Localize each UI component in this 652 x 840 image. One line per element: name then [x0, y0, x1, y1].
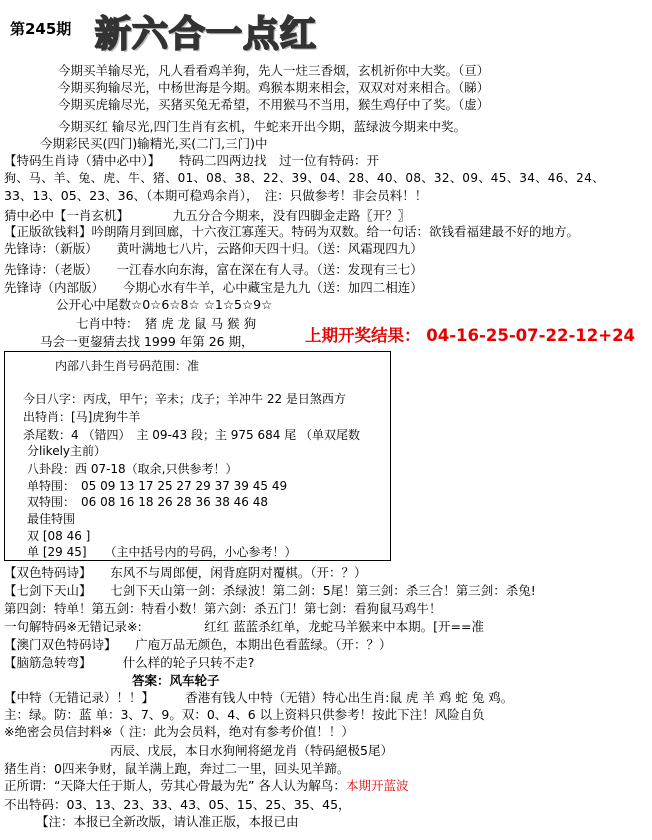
- zhengjie-text: 正所谓：“天降大任于斯人，劳其心骨最为先” 各人认为解鸟：: [4, 778, 346, 793]
- public-center-tail: 公开心中尾数☆0☆6☆8☆ ☆1☆5☆9☆: [56, 297, 273, 312]
- zhengjie-line: [4, 778, 408, 793]
- riddle: 【脑筋急转弯】 什么样的轮子只转不走?: [4, 655, 255, 670]
- issue-number: 第245期: [10, 20, 72, 38]
- seven-zodiac-special: 七肖中特： 猪 虎 龙 鼠 马 猴 狗: [76, 316, 257, 331]
- special-code-line-3: 33、13、05、23、36、（本期可稳鸡余肖）， 注：只做参考！非会员料！！: [4, 188, 428, 203]
- box-bagua: 八卦段：西 07-18（取余,只供参考！）: [27, 462, 238, 476]
- macau-poem: 【澳门双色特码诗】 广庖万品无颜色，本期出色看蓝绿。（开：？）: [4, 637, 392, 652]
- member-envelope-line: ※绝密会员信封料※（ 注：此为会员料，绝对有参考价值！！）: [4, 724, 354, 739]
- newspaper-logo: [95, 6, 375, 55]
- intro-line-1: 今期买羊输尽光，凡人看看鸡羊狗，先人一炷三香烟，玄机祈你中大奖。（亘）: [58, 63, 490, 78]
- riddle-answer: 答案：风车轮子: [132, 673, 220, 688]
- box-best: 最佳特围: [27, 512, 76, 526]
- special-code-line-1: 【特码生肖诗（猜中必中）】 特码二四两边找 过一位有特码：开: [4, 153, 380, 168]
- double-color-poem: 【双色特码诗】 东风不与周郎便，闲背庭阴对覆棋。（开：？）: [4, 565, 367, 580]
- box-double-pick: 双 [08 46 ]: [27, 529, 91, 543]
- intro-line-3: 今期买虎输尽光，买猪买兔无希望，不用猴马不当用，猴生鸡仔中了奖。（虚）: [58, 97, 490, 112]
- poem-new: 先锋诗：（新版） 黄叶满地七八片，云路仰天四十归。（送：风霜现四九）: [4, 241, 423, 256]
- box-title: 内部八卦生肖号码范围：准: [55, 359, 200, 373]
- zhengban-line: 【正版欲钱料】吟朗隋月到回廊，十六夜江寡莲天。特码为双数。给一句话：欲钱看福建最不好的地方。: [4, 224, 580, 239]
- last-draw-result: 上期开奖结果： 04-16-25-07-22-12+24: [305, 326, 636, 345]
- zhongte-line: 【中特（无错记录）！！】 香港有钱人中特（无错）特心出生肖:鼠 虎 羊 鸡 蛇 兔 鸡。: [4, 690, 514, 705]
- pig-zodiac-line: 猪生肖：0四来争财，鼠羊满上跑，奔过二一里，回头见羊蹄。: [4, 761, 350, 776]
- box-single-pick: 单 [29 45] （主中括号内的号码，小心参考！）: [27, 545, 297, 559]
- seven-swords-2: 第四剑：特单！第五剑：特看小数！第六剑：杀五门！第七剑：看狗鼠马鸡牛！: [4, 601, 442, 616]
- box-out-zodiac: 出特肖：[马]虎狗牛羊: [23, 410, 141, 424]
- box-single-range: 单特围： 05 09 13 17 25 27 29 37 39 45 49: [27, 479, 288, 493]
- box-bazi: 今日八字：丙戌，甲午；辛未；戊子；羊冲牛 22 是日煞西方: [23, 392, 346, 406]
- horse-club-line: 马会一更鋆猜去找 1999 年第 26 期，: [40, 334, 254, 349]
- one-sentence-code: 一句解特码※无错记录※: 红红 蓝蓝杀红单，龙蛇马羊猴来中本期。[开==准: [4, 619, 484, 634]
- box-double-range: 双特围： 06 08 16 18 26 28 36 38 46 48: [27, 495, 269, 509]
- bingchen-line: 丙辰、戊辰，本日水狗闸将絕龙肖（特码絕极5尾）: [110, 743, 393, 758]
- zhengjie-red-text: 本期开蓝波: [345, 778, 409, 793]
- not-out-codes: 不出特码：03、13、23、33、43、05、15、25、35、45，: [4, 797, 351, 812]
- zodiac-hint-line: 猜中必中【一肖玄机】 九五分合今期来，没有四脚金走路〖开？〗: [4, 208, 411, 223]
- special-code-line-2: 狗、马、羊、兔、虎、牛、猪、01、08、38、22、39、04、28、40、08、32、09、45、34、46、24、: [4, 171, 605, 185]
- logo-text: 新六合一点红: [95, 14, 318, 55]
- poem-old: 先锋诗：（老版） 一江春水向东海，富在深在有人寻。（送：发现有三七）: [4, 262, 423, 277]
- seven-swords-1: 【七剑下天山】 七剑下天山第一剑：杀绿波！第二剑：5尾！第三剑：杀三合！第三剑：杀兔!: [4, 583, 536, 598]
- footer-note: 【注：本报已全新改版，请认准正版，本报已由: [36, 814, 299, 829]
- intro-line-2: 今期买狗输尽光，中杨世海是今期。鸡猴本期来相会，双双对对来相合。（睇）: [58, 80, 490, 95]
- poem-inner: 先锋诗（内部版） 今期心水有牛羊，心中藏宝是九九（送：加四二相连）: [4, 280, 423, 295]
- box-kill-tail-2: 分likely主前）: [27, 444, 107, 458]
- box-kill-tail: 杀尾数：4 （错四） 主 09-43 段；主 975 684 尾 （单双尾数: [23, 428, 361, 442]
- bagua-box: [4, 351, 391, 561]
- main-color-line: 主：绿。防：蓝 单：3、7、9。双：0、4、6 以上资料只供参考！按此下注！风险自负: [4, 707, 485, 722]
- intro-line-5: 今期彩民买(四门)输精光,买(二门,三门)中: [40, 136, 268, 151]
- intro-line-4: 今期买红 输尽光,四门生肖有玄机，牛蛇来开出今期，蓝绿波今期来中奖。: [58, 119, 466, 134]
